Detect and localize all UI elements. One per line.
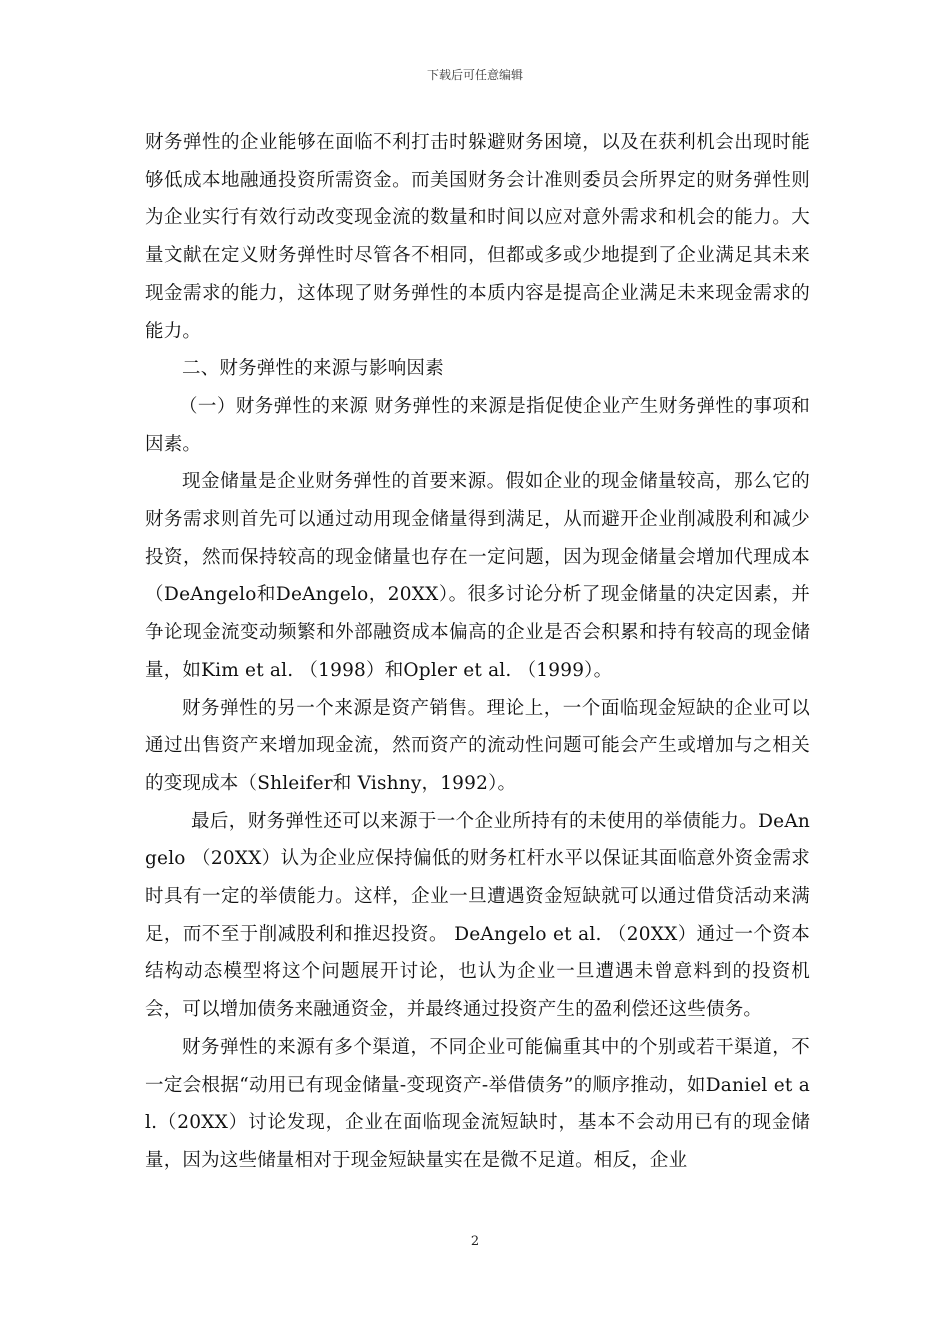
paragraph-channels: 财务弹性的来源有多个渠道，不同企业可能偏重其中的个别或若干渠道，不一定会根据“动用已有现金储量-变现资产-举借债务”的顺序推动，如Daniel et al.（20XX）讨论发现，企业在面临现金流短缺时，基本不会动用已有的现金储量，因为这些储量相对于现金短缺量实在是微不足道。相反，企业	[145, 1036, 810, 1171]
subsection-heading: （一）财务弹性的来源 财务弹性的来源是指促使企业产生财务弹性的事项和因素。	[145, 395, 810, 455]
paragraph-asset-sales: 财务弹性的另一个来源是资产销售。理论上，一个面临现金短缺的企业可以通过出售资产来增加现金流，然而资产的流动性问题可能会产生或增加与之相关的变现成本（Shleifer和 Vishny，1992）。	[145, 697, 810, 794]
paragraph-cash-reserves: 现金储量是企业财务弹性的首要来源。假如企业的现金储量较高，那么它的财务需求则首先可以通过动用现金储量得到满足，从而避开企业削减股利和减少投资，然而保持较高的现金储量也存在一定问题，因为现金储量会增加代理成本（DeAngelo和DeAngelo，20XX）。很多讨论分析了现金储量的决定因素，并争论现金流变动频繁和外部融资成本偏高的企业是否会积累和持有较高的现金储量，如Kim et al. （1998）和Opler et al. （1999）。	[145, 471, 810, 681]
document-body	[145, 124, 810, 1180]
section-heading: 二、财务弹性的来源与影响因素	[182, 358, 444, 380]
page-number: 2	[470, 1234, 480, 1249]
page-header: 下载后可任意编辑	[426, 68, 523, 82]
paragraph-definition: 财务弹性的企业能够在面临不利打击时躲避财务困境，以及在获利机会出现时能够低成本地融通投资所需资金。而美国财务会计准则委员会所界定的财务弹性则为企业实行有效行动改变现金流的数量和时间以应对意外需求和机会的能力。大量文献在定义财务弹性时尽管各不相同，但都或多或少地提到了企业满足其未来现金需求的能力，这体现了财务弹性的本质内容是提高企业满足未来现金需求的能力。	[145, 132, 810, 342]
paragraph-debt-capacity: 最后，财务弹性还可以来源于一个企业所持有的未使用的举债能力。DeAngelo （20XX）认为企业应保持偏低的财务杠杆水平以保证其面临意外资金需求时具有一定的举债能力。这样，企业一旦遭遇资金短缺就可以通过借贷活动来满足，而不至于削减股利和推迟投资。 DeAngelo et al. （20XX）通过一个资本结构动态模型将这个问题展开讨论，也认为企业一旦遭遇未曾意料到的投资机会，可以增加债务来融通资金，并最终通过投资产生的盈利偿还这些债务。	[145, 810, 810, 1021]
